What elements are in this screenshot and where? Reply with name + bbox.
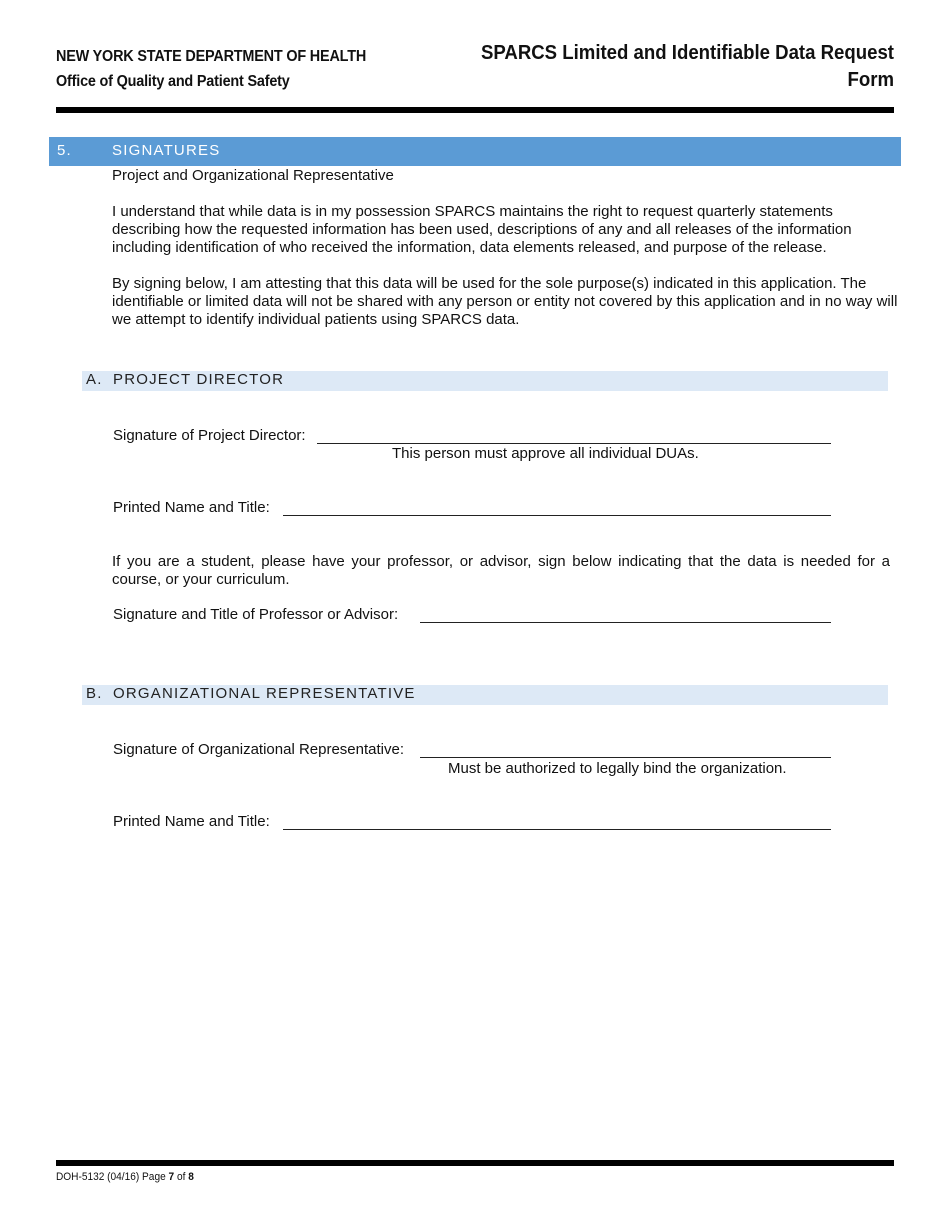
director-printed-name-field[interactable] <box>283 515 831 516</box>
footer-divider <box>56 1160 894 1166</box>
department-name: NEW YORK STATE DEPARTMENT OF HEALTH <box>56 48 367 65</box>
footer <box>56 1171 194 1183</box>
advisor-signature-label: Signature and Title of Professor or Advisor: <box>113 606 399 623</box>
header-department-block <box>56 44 366 94</box>
section-subtitle: Project and Organizational Representative <box>112 167 394 184</box>
subsection-header-a <box>82 371 888 391</box>
subsection-letter: A. <box>86 371 103 388</box>
advisor-signature-field[interactable] <box>420 622 831 623</box>
subsection-title: ORGANIZATIONAL REPRESENTATIVE <box>113 685 416 702</box>
subsection-header-b <box>82 685 888 705</box>
director-signature-label: Signature of Project Director: <box>113 427 306 444</box>
office-name: Office of Quality and Patient Safety <box>56 73 290 90</box>
form-title-line1: SPARCS Limited and Identifiable Data Request <box>480 42 894 64</box>
director-signature-note: This person must approve all individual DUAs. <box>392 445 699 462</box>
student-note: If you are a student, please have your professor, or advisor, sign below indicating that the data is needed for a course, or your curriculum. <box>112 553 890 588</box>
page-total: 8 <box>188 1171 194 1183</box>
section-title: SIGNATURES <box>112 142 221 159</box>
section-number: 5. <box>57 142 72 159</box>
org-rep-signature-label: Signature of Organizational Representative: <box>113 741 405 758</box>
org-rep-printed-name-field[interactable] <box>283 829 831 830</box>
header-divider <box>56 107 894 113</box>
page-of: of <box>174 1171 189 1183</box>
subsection-letter: B. <box>86 685 103 702</box>
form-title <box>466 40 894 94</box>
possession-paragraph: I understand that while data is in my possession SPARCS maintains the right to request quarterly statements describing how the requested information has been used, descriptions of any and all releases of the information including identification of who received the information, data elements released, and purpose of the release. <box>112 203 852 256</box>
form-title-line2: Form <box>847 69 894 91</box>
attestation-paragraph: By signing below, I am attesting that this data will be used for the sole purpose(s) indicated in this application. The identifiable or limited data will not be shared with any person or entity not covered by this application and in no way will we attempt to identify individual patients using SPARCS data. <box>112 275 898 328</box>
form-id: DOH-5132 (04/16) Page <box>56 1171 169 1183</box>
section-header <box>49 137 901 166</box>
page-current: 7 <box>168 1171 175 1183</box>
director-signature-field[interactable] <box>317 443 831 444</box>
org-rep-signature-note: Must be authorized to legally bind the organization. <box>448 760 787 777</box>
subsection-title: PROJECT DIRECTOR <box>113 371 285 388</box>
director-printed-name-label: Printed Name and Title: <box>113 499 270 516</box>
org-rep-printed-name-label: Printed Name and Title: <box>113 813 270 830</box>
org-rep-signature-field[interactable] <box>420 757 831 758</box>
